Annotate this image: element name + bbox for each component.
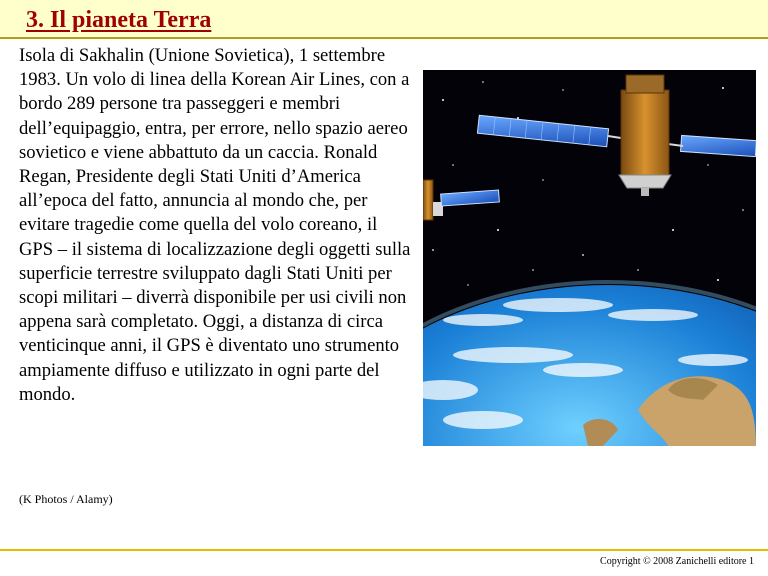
photo-credit: (K Photos / Alamy) [19, 492, 113, 506]
title-divider [0, 37, 768, 39]
body-paragraph: Isola di Sakhalin (Unione Sovietica), 1 settembre 1983. Un volo di linea della Korean Air Lines, con a bordo 289 persone tra passeggeri e membri dell’equipaggio, entra, per errore, nello spazio aereo sovietico e viene abbattuto da un caccia. Ronald Regan, Presidente degli Stati Uniti d’America all’epoca del fatto, annuncia al mondo che, per evitare tragedie come quella del volo coreano, il GPS – il sistema di localizzazione degli oggetti sulla superficie terrestre sviluppato dagli Stati Uniti per scopi militari – diverrà disponibile per usi civili non appena sarà completato. Oggi, a distanza di circa venticinque anni, il GPS è diventato uno strumento ampiamente diffuso e utilizzato in ogni parte del mondo. [19, 45, 411, 405]
satellite-earth-image [423, 70, 756, 446]
footer-divider [0, 549, 768, 551]
copyright-notice: Copyright © 2008 Zanichelli editore 1 [600, 556, 754, 567]
slide-title: 3. Il pianeta Terra [26, 7, 212, 33]
